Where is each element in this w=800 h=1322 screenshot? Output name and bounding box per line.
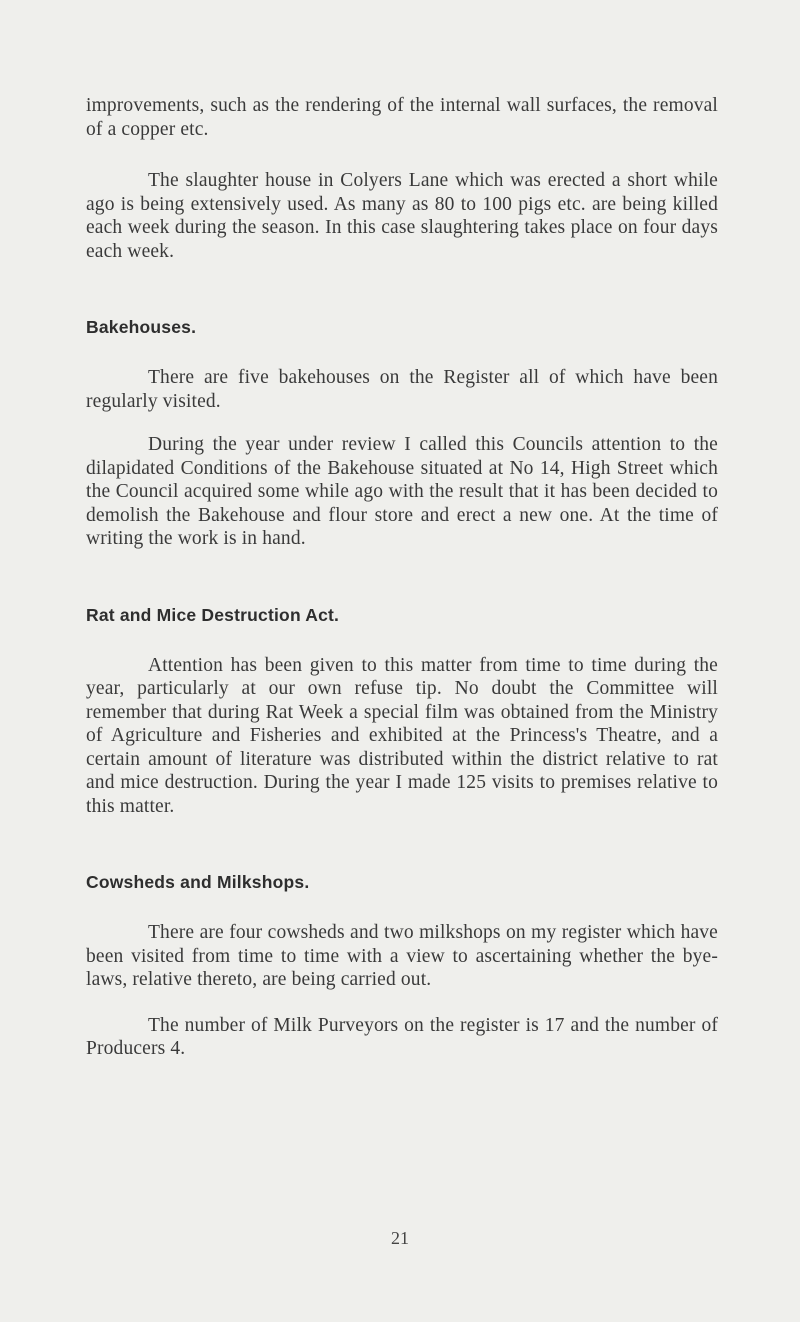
heading-bakehouses: Bakehouses. xyxy=(86,317,197,337)
paragraph-bakehouse-register: There are five bakehouses on the Register all of which have been regularly visited. xyxy=(86,367,718,412)
page-content xyxy=(86,94,718,1061)
paragraph-slaughter-house: The slaughter house in Colyers Lane which was erected a short while ago is being extensively used. As many as 80 to 100 pigs etc. are being killed each week during the season. In this case slaughtering takes place on four days each week. xyxy=(86,170,718,262)
paragraph-rat-destruction: Attention has been given to this matter from time to time during the year, particularly at our own refuse tip. No doubt the Committee will remember that during Rat Week a special film was obtained from the Ministry of Agriculture and Fisheries and exhibited at the Princess's Theatre, and a certain amount of literature was distributed within the district relative to rat and mice destruction. During the year I made 125 visits to premises relative to this matter. xyxy=(86,654,718,817)
heading-cowsheds-milkshops: Cowsheds and Milkshops. xyxy=(86,872,310,892)
paragraph-improvements: improvements, such as the rendering of the internal wall surfaces, the removal of a copper etc. xyxy=(86,95,718,140)
paragraph-cowsheds: There are four cowsheds and two milkshops on my register which have been visited from time to time with a view to ascertaining whether the bye-laws, relative thereto, are being carried out. xyxy=(86,922,718,990)
paragraph-milk-purveyors: The number of Milk Purveyors on the register is 17 and the number of Producers 4. xyxy=(86,1014,718,1059)
heading-rat-mice-act: Rat and Mice Destruction Act. xyxy=(86,604,340,625)
paragraph-bakehouse-dilapidated: During the year under review I called this Councils attention to the dilapidated Conditions of the Bakehouse situated at No 14, High Street which the Council acquired some while ago with the result that it has been decided to demolish the Bakehouse and flour store and erect a new one. At the time of writing the work is in hand. xyxy=(86,434,718,549)
page-number: 21 xyxy=(391,1228,409,1248)
